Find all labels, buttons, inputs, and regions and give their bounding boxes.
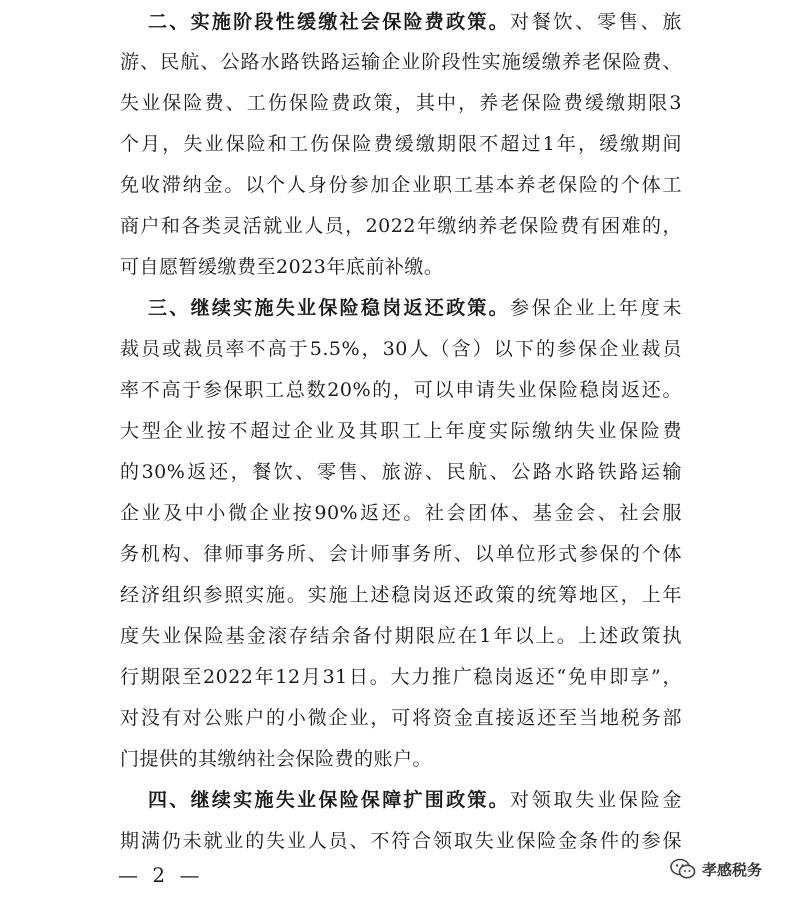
text-line: 大型企业按不超过企业及其职工上年度实际缴纳失业保险费 [120, 420, 682, 442]
wechat-icon [670, 858, 696, 880]
text-line: 门提供的其缴纳社会保险费的账户。 [120, 748, 433, 770]
text-line: 商户和各类灵活就业人员，2022年缴纳养老保险费有困难的， [120, 215, 682, 237]
text-line: 度失业保险基金滚存结余备付期限应在1年以上。上述政策执 [120, 625, 682, 647]
text-line: 二、实施阶段性缓缴社会保险费政策。对餐饮、零售、旅 [148, 11, 682, 33]
text-line: 企业及中小微企业按90%返还。社会团体、基金会、社会服 [120, 502, 682, 524]
text-line: 对没有对公账户的小微企业，可将资金直接返还至当地税务部 [120, 707, 682, 729]
text-line: 三、继续实施失业保险稳岗返还政策。参保企业上年度未 [148, 297, 682, 319]
section-heading: 三、继续实施失业保险稳岗返还政策。 [148, 297, 510, 319]
text-line: 的30%返还，餐饮、零售、旅游、民航、公路水路铁路运输 [120, 461, 682, 483]
text-line: 行期限至2022年12月31日。大力推广稳岗返还“免申即享”， [120, 666, 682, 688]
section-heading: 四、继续实施失业保险保障扩围政策。 [148, 789, 510, 811]
text-line: 率不高于参保职工总数20%的，可以申请失业保险稳岗返还。 [120, 379, 682, 401]
text-line: 可自愿暂缓缴费至2023年底前补缴。 [120, 256, 444, 278]
text-line: 个月，失业保险和工伤保险费缓缴期限不超过1年，缓缴期间 [120, 133, 682, 155]
watermark-text: 孝感税务 [701, 860, 762, 879]
text-line: 免收滞纳金。以个人身份参加企业职工基本养老保险的个体工 [120, 174, 682, 196]
text-line: 四、继续实施失业保险保障扩围政策。对领取失业保险金 [148, 789, 682, 811]
text-line: 务机构、律师事务所、会计师事务所、以单位形式参保的个体 [120, 543, 682, 565]
text-line: 裁员或裁员率不高于5.5%，30人（含）以下的参保企业裁员 [120, 338, 682, 360]
text-line: 经济组织参照实施。实施上述稳岗返还政策的统筹地区，上年 [120, 584, 682, 606]
text-line: 期满仍未就业的失业人员、不符合领取失业保险金条件的参保 [120, 830, 682, 852]
section-heading: 二、实施阶段性缓缴社会保险费政策。 [148, 11, 510, 33]
watermark [670, 858, 762, 880]
text-line: 失业保险费、工伤保险费政策，其中，养老保险费缓缴期限3 [120, 92, 682, 114]
text-line: 游、民航、公路水路铁路运输企业阶段性实施缓缴养老保险费、 [120, 51, 682, 73]
page-number: — 2 — [118, 863, 204, 887]
